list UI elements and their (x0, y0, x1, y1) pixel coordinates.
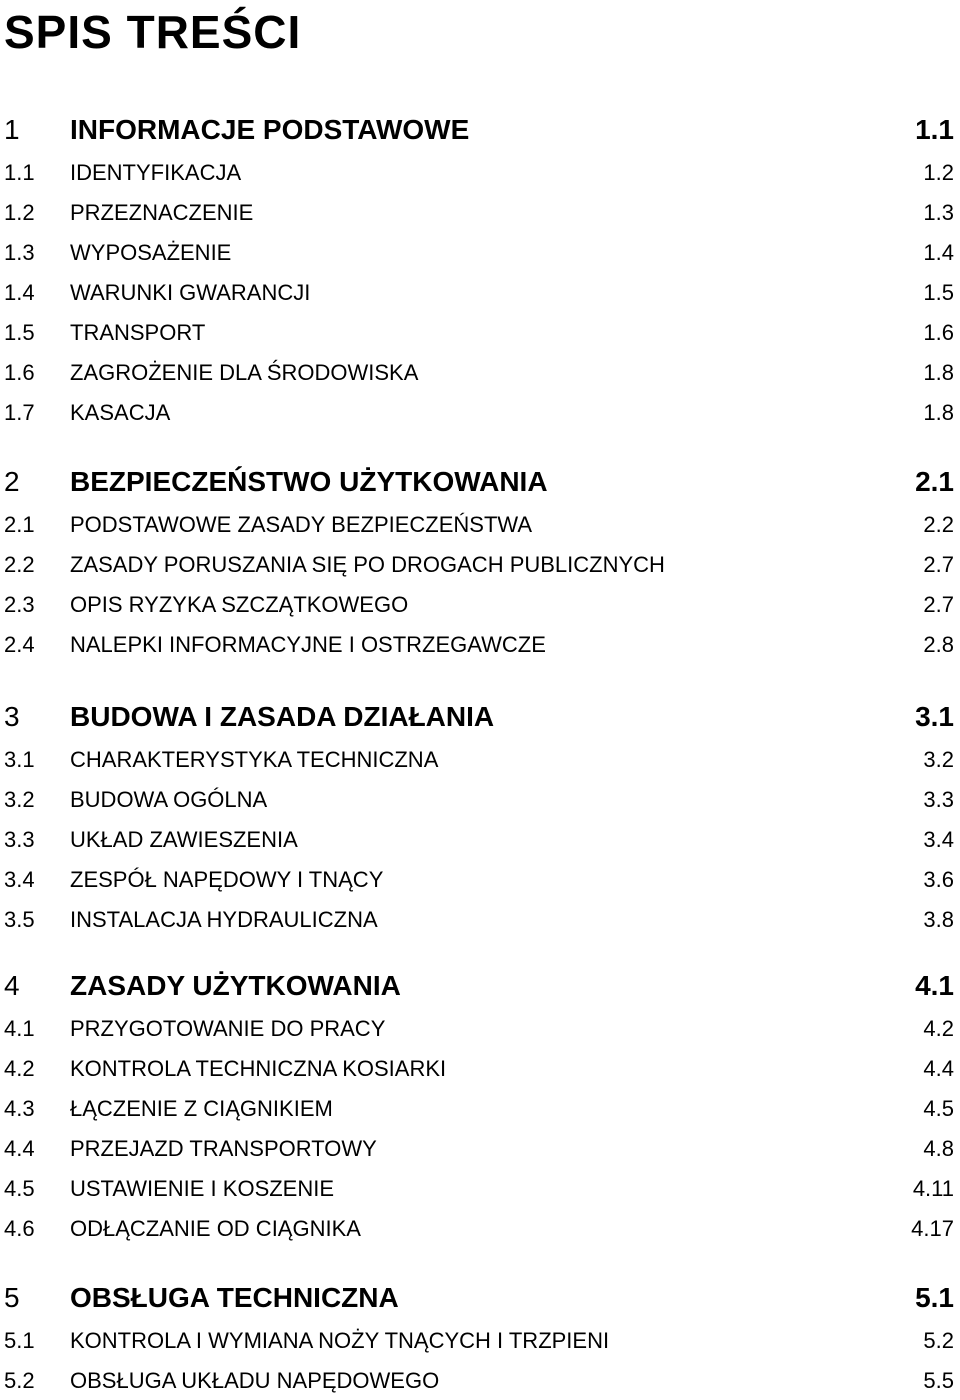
toc-entry-label: OBSŁUGA UKŁADU NAPĘDOWEGO (70, 1368, 440, 1393)
toc-entry-page: 1.6 (923, 320, 954, 345)
toc-entry-number: 1.3 (4, 240, 35, 265)
toc-entry-page: 4.11 (912, 1176, 954, 1201)
toc-entry-page: 4.8 (923, 1136, 954, 1161)
toc-entry-number: 1.1 (4, 160, 35, 185)
toc-entry-number: 4.1 (4, 1016, 35, 1041)
toc-entry-label: OPIS RYZYKA SZCZĄTKOWEGO (70, 592, 409, 617)
toc-entry-page: 3.1 (915, 701, 954, 732)
toc-entry-page: 4.4 (923, 1056, 954, 1081)
toc-entry-page: 1.5 (923, 280, 954, 305)
toc-item-row[interactable] (0, 825, 960, 855)
toc-item-row[interactable] (0, 1326, 960, 1356)
toc-entry-label: BUDOWA I ZASADA DZIAŁANIA (70, 701, 495, 732)
toc-entry-label: KONTROLA TECHNICZNA KOSIARKI (70, 1056, 447, 1081)
toc-entry-page: 1.1 (915, 114, 954, 145)
toc-entry-page: 3.3 (923, 787, 954, 812)
toc-entry-label: NALEPKI INFORMACYJNE I OSTRZEGAWCZE (70, 632, 546, 657)
toc-entry-number: 2.1 (4, 512, 35, 537)
toc-entry-number: 2.4 (4, 632, 35, 657)
toc-entry-page: 1.4 (923, 240, 954, 265)
toc-entry-page: 3.2 (923, 747, 954, 772)
toc-entry-number: 1.7 (4, 400, 35, 425)
toc-item-row[interactable] (0, 1054, 960, 1084)
toc-entry-number: 4.4 (4, 1136, 35, 1161)
toc-section-row[interactable] (0, 968, 960, 1004)
toc-item-row[interactable] (0, 318, 960, 348)
toc-entry-number: 5 (4, 1282, 20, 1313)
toc-section-row[interactable] (0, 464, 960, 500)
toc-entry-label: PRZEZNACZENIE (70, 200, 254, 225)
toc-entry-label: ZASADY UŻYTKOWANIA (70, 970, 401, 1001)
toc-entry-page: 1.2 (923, 160, 954, 185)
toc-entry-page: 5.1 (915, 1282, 954, 1313)
toc-entry-number: 1.6 (4, 360, 35, 385)
toc-entry-page: 2.7 (923, 552, 954, 577)
toc-item-row[interactable] (0, 510, 960, 540)
toc-entry-label: TRANSPORT (70, 320, 206, 345)
toc-entry-label: ZESPÓŁ NAPĘDOWY I TNĄCY (70, 867, 384, 892)
toc-entry-page: 2.8 (923, 632, 954, 657)
toc-entry-page: 3.6 (923, 867, 954, 892)
toc-entry-number: 3.2 (4, 787, 35, 812)
toc-entry-page: 4.17 (911, 1216, 954, 1241)
toc-entry-number: 3.3 (4, 827, 35, 852)
toc-section-row[interactable] (0, 699, 960, 735)
toc-entry-label: PRZEJAZD TRANSPORTOWY (70, 1136, 377, 1161)
toc-entry-label: WARUNKI GWARANCJI (70, 280, 311, 305)
toc-entry-label: KASACJA (70, 400, 171, 425)
toc-item-row[interactable] (0, 358, 960, 388)
toc-item-row[interactable] (0, 158, 960, 188)
toc-entry-label: INSTALACJA HYDRAULICZNA (70, 907, 378, 932)
toc-entry-number: 3 (4, 701, 20, 732)
toc-entry-label: ŁĄCZENIE Z CIĄGNIKIEM (70, 1096, 333, 1121)
toc-entry-page: 4.1 (915, 970, 954, 1001)
toc-entry-label: UKŁAD ZAWIESZENIA (70, 827, 298, 852)
toc-entry-label: BEZPIECZEŃSTWO UŻYTKOWANIA (70, 466, 548, 497)
toc-entry-number: 4.5 (4, 1176, 35, 1201)
toc-item-row[interactable] (0, 865, 960, 895)
page-title: SPIS TREŚCI (4, 6, 302, 58)
toc-entry-number: 1.4 (4, 280, 35, 305)
toc-item-row[interactable] (0, 745, 960, 775)
toc-entry-number: 3.5 (4, 907, 35, 932)
toc-item-row[interactable] (0, 905, 960, 935)
toc-entry-label: BUDOWA OGÓLNA (70, 787, 268, 812)
toc-entry-page: 1.8 (923, 360, 954, 385)
toc-entry-page: 1.8 (923, 400, 954, 425)
toc-entry-label: ZAGROŻENIE DLA ŚRODOWISKA (70, 360, 419, 385)
toc-item-row[interactable] (0, 550, 960, 580)
toc-entry-number: 1.2 (4, 200, 35, 225)
toc-entry-page: 2.1 (915, 466, 954, 497)
toc-entry-number: 2.2 (4, 552, 35, 577)
toc-entry-page: 3.4 (923, 827, 954, 852)
toc-entry-label: OBSŁUGA TECHNICZNA (70, 1282, 399, 1313)
toc-entry-label: PODSTAWOWE ZASADY BEZPIECZEŃSTWA (70, 512, 533, 537)
toc-item-row[interactable] (0, 1094, 960, 1124)
toc-entry-label: CHARAKTERYSTYKA TECHNICZNA (70, 747, 439, 772)
toc-item-row[interactable] (0, 1174, 960, 1204)
toc-item-row[interactable] (0, 590, 960, 620)
toc-section-row[interactable] (0, 1280, 960, 1316)
toc-entry-number: 1 (4, 114, 20, 145)
toc-entry-page: 3.8 (923, 907, 954, 932)
toc-entry-page: 5.2 (923, 1328, 954, 1353)
toc-section-row[interactable] (0, 112, 960, 148)
toc-item-row[interactable] (0, 785, 960, 815)
toc-entry-number: 5.1 (4, 1328, 35, 1353)
toc-item-row[interactable] (0, 1214, 960, 1244)
toc-item-row[interactable] (0, 1134, 960, 1164)
toc-entry-label: PRZYGOTOWANIE DO PRACY (70, 1016, 386, 1041)
toc-item-row[interactable] (0, 1366, 960, 1396)
toc-entry-page: 2.2 (923, 512, 954, 537)
toc-entry-label: WYPOSAŻENIE (70, 240, 232, 265)
toc-item-row[interactable] (0, 238, 960, 268)
toc-entry-page: 4.5 (923, 1096, 954, 1121)
toc-entry-label: USTAWIENIE I KOSZENIE (70, 1176, 335, 1201)
toc-entry-number: 4 (4, 970, 20, 1001)
toc-entry-number: 1.5 (4, 320, 35, 345)
toc-entry-number: 4.6 (4, 1216, 35, 1241)
toc-entry-label: KONTROLA I WYMIANA NOŻY TNĄCYCH I TRZPIENI (70, 1328, 610, 1353)
toc-item-row[interactable] (0, 198, 960, 228)
toc-entry-page: 1.3 (923, 200, 954, 225)
toc-entry-page: 5.5 (923, 1368, 954, 1393)
toc-item-row[interactable] (0, 630, 960, 660)
toc-entry-number: 3.1 (4, 747, 35, 772)
toc-entry-number: 3.4 (4, 867, 35, 892)
toc-entry-label: IDENTYFIKACJA (70, 160, 242, 185)
toc-entry-label: ZASADY PORUSZANIA SIĘ PO DROGACH PUBLICZNYCH (70, 552, 665, 577)
toc-item-row[interactable] (0, 278, 960, 308)
toc-entry-label: ODŁĄCZANIE OD CIĄGNIKA (70, 1216, 361, 1241)
toc-entry-number: 4.2 (4, 1056, 35, 1081)
toc-entry-page: 4.2 (923, 1016, 954, 1041)
toc-entry-page: 2.7 (923, 592, 954, 617)
toc-item-row[interactable] (0, 398, 960, 428)
toc-entry-number: 5.2 (4, 1368, 35, 1393)
toc-entry-number: 2 (4, 466, 20, 497)
toc-entry-number: 4.3 (4, 1096, 35, 1121)
toc-entry-number: 2.3 (4, 592, 35, 617)
toc-item-row[interactable] (0, 1014, 960, 1044)
toc-entry-label: INFORMACJE PODSTAWOWE (70, 114, 470, 145)
